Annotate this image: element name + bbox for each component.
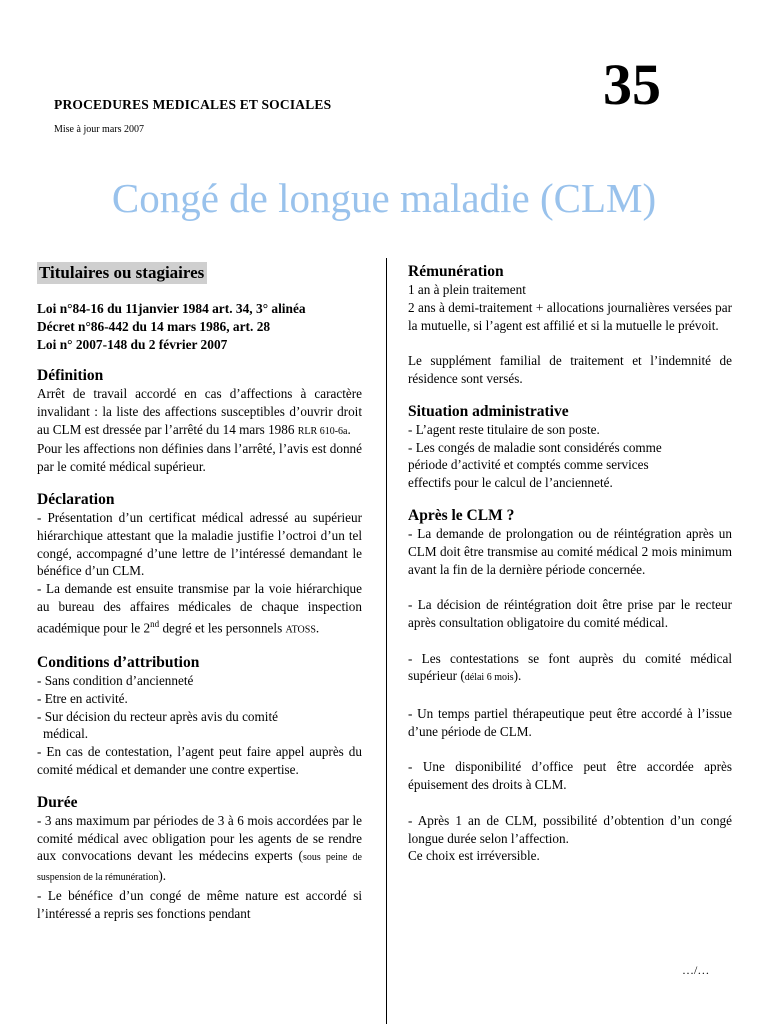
declaration-section [37,490,362,639]
continued-marker: …/… [682,963,710,977]
law-reference: Décret n°86-442 du 14 mars 1986, art. 28 [37,319,271,334]
conditions-heading: Conditions d’attribution [37,653,200,671]
remuneration-line: 1 an à plein traitement [408,282,526,297]
apres-line: - La demande de prolongation ou de réintégration après un CLM doit être transmise au comité médical 2 mois minimum avant la fin de la dernière période concernée. [408,525,732,577]
duree-text-part: - 3 ans maximum par périodes de 3 à 6 mois accordées par le comité médical avec obligation pour les agents de se rendre aux convocations devant les médecins experts ( [37,812,362,864]
duree-small-note: sous peine de suspension de la rémunération [37,852,362,884]
duree-text-end: ). [158,868,167,884]
law-references [37,300,362,354]
spacer [408,334,732,352]
declaration-text-part-b: degré et les personnels [159,620,286,636]
condition-item: - Sans condition d’ancienneté [37,672,194,688]
condition-item: - Sur décision du recteur après avis du comité [37,708,278,724]
apres-line: Ce choix est irréversible. [408,848,540,864]
atoss-label: ATOSS [285,624,316,636]
spacer [408,632,732,650]
apres-line: - La décision de réintégration doit être prise par le recteur après consultation obligatoire du comité médical. [408,597,732,630]
right-column [408,262,732,879]
header-title: PROCEDURES MEDICALES ET SOCIALES [54,97,332,112]
spacer [408,794,732,812]
conditions-section [37,653,362,779]
declaration-text-part: - La demande est ensuite transmise par la voie hiérarchique au bureau des affaires médicales de chaque inspection académique pour le 2 [37,581,362,636]
definition-heading: Définition [37,367,104,384]
declaration-text-2 [37,580,362,639]
definition-section [37,366,362,476]
left-column [37,262,362,937]
definition-text-end: . [347,421,351,437]
definition-text [37,385,362,440]
condition-item-continued: médical. [43,726,89,742]
remuneration-section [408,262,732,388]
condition-item: - Etre en activité. [37,690,128,706]
document-title: Congé de longue maladie (CLM) [111,175,657,221]
declaration-heading: Déclaration [37,490,115,508]
law-reference: Loi n°84-16 du 11janvier 1984 art. 34, 3° alinéa [37,301,306,316]
remuneration-line: 2 ans à demi-traitement + allocations journalières versées par la mutuelle, si l’agent est affilié et si la mutuelle le prévoit. [408,299,732,333]
apres-line [408,650,732,688]
duree-section [37,793,362,923]
apres-section [408,506,732,865]
apres-line: - Une disponibilité d’office peut être accordée après épuisement des droits à CLM. [408,759,732,793]
spacer [408,741,732,759]
spacer [408,687,732,705]
apres-line-end: ). [513,668,522,684]
duree-heading: Durée [37,793,78,811]
duree-text-2: - Le bénéfice d’un congé de même nature est accordé si l’intéressé a repris ses fonctions pendant [37,887,362,921]
definition-text-part: Arrêt de travail accordé en cas d’affections à caractère invalidant : la liste des affections susceptibles d’ouvrir droit au CLM est dressée par l’arrêté du 14 mars 1986 [37,386,362,437]
remuneration-line: Le supplément familial de traitement et l’indemnité de résidence sont versés. [408,353,732,386]
superscript-nd: nd [150,618,160,629]
rlr-reference: RLR 610-6a [297,425,348,437]
delai-note: délai 6 mois [464,672,514,684]
condition-item: - En cas de contestation, l’agent peut faire appel auprès du comité médical et demander une contre expertise. [37,744,362,777]
situation-line: - Les congés de maladie sont considérés comme période d’activité et comptés comme services effectifs pour le calcul de l’ancienneté. [408,439,662,491]
definition-text-2: Pour les affections non définies dans l’arrêté, l’avis est donné par le comité médical supérieur. [37,441,362,475]
apres-line-part: - Les contestations se font auprès du comité médical supérieur ( [408,650,732,684]
duree-text-1 [37,812,362,887]
update-date: Mise à jour mars 2007 [54,124,144,135]
situation-line: - L’agent reste titulaire de son poste. [408,421,600,437]
situation-section [408,402,732,492]
law-reference: Loi n° 2007-148 du 2 février 2007 [37,337,228,352]
page-number: 35 [603,52,661,117]
spacer [408,578,732,596]
situation-heading: Situation administrative [408,402,569,420]
apres-heading: Après le CLM ? [408,506,515,524]
declaration-text-1: - Présentation d’un certificat médical adressé au supérieur hiérarchique attestant que la maladie justifie l’octroi d’un tel congé, accompagné d’une lettre de l’intéressé demandant le bénéfice d’un CLM. [37,509,362,579]
apres-line: - Un temps partiel thérapeutique peut être accordé à l’issue d’une période de CLM. [408,705,732,739]
remuneration-heading: Rémunération [408,263,504,280]
status-heading: Titulaires ou stagiaires [37,262,207,284]
column-divider [386,258,387,1024]
declaration-text-end: . [315,620,320,636]
apres-line: - Après 1 an de CLM, possibilité d’obtention d’un congé longue durée selon l’affection. [408,812,732,846]
